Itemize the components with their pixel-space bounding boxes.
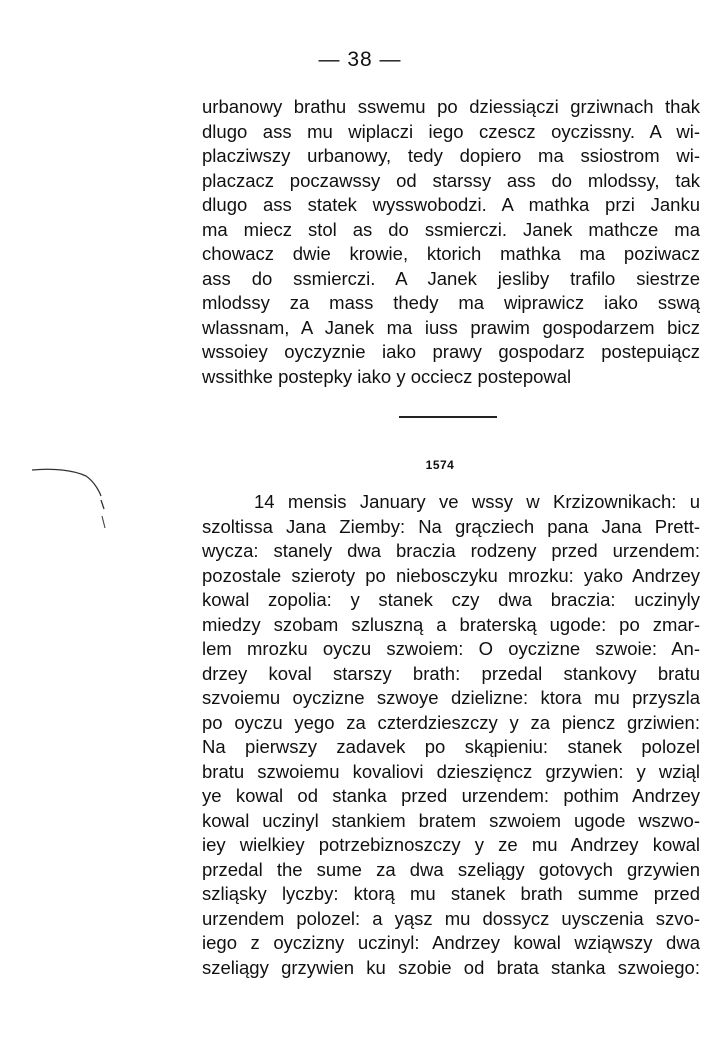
text-line: placziwszy urbanowy, tedy dopiero ma ssiostrom wi-	[202, 145, 700, 166]
text-line: chowacz dwie krowie, ktorich mathka ma poziwacz	[202, 243, 700, 264]
text-line: 14 mensis January ve wssy w Krzizownikach: u	[254, 491, 700, 512]
text-line: pozostale szieroty po niebosczyku mrozku: yako Andrzey	[202, 564, 700, 586]
text-line: ass do ssmierczi. A Janek jesliby trafilo siestrze	[202, 267, 700, 289]
text-block-2	[202, 490, 700, 980]
text-line: wlassnam, A Janek ma iuss prawim gospodarzem bicz	[202, 316, 700, 338]
page-number: — 38 —	[318, 48, 402, 71]
text-line: po oyczu yego za czterdzieszczy y za piencz grziwien:	[202, 711, 700, 733]
text-line: bratu szwoiemu kovaliovi dzieszięncz grzywien: y wziąl	[202, 760, 700, 782]
margin-pencil-mark	[28, 462, 138, 542]
text-line: mlodssy za mass thedy ma wiprawicz iako sswą	[202, 292, 700, 313]
text-line: szvoiemu oyczizne szwoye dzielizne: ktora mu przyszla	[202, 687, 700, 708]
text-line: szeliągy grzywien ku szobie od brata stanka szwoiego:	[202, 956, 700, 978]
text-line: przedal the sume za dwa szeliągy gotovych grzywien	[202, 858, 700, 880]
text-line: kowal uczinyl stankiem bratem szwoiem ugode wszwo-	[202, 809, 700, 831]
text-line: urbanowy brathu sswemu po dziessiączi grziwnach thak	[202, 96, 700, 117]
section-divider	[399, 416, 497, 418]
text-line: kowal zopolia: y stanek czy dwa braczia: uczinyly	[202, 589, 700, 610]
text-line: dlugo ass statek wysswobodzi. A mathka przi Janku	[202, 194, 700, 215]
text-line: placzacz poczawssy od starssy ass do mlodssy, tak	[202, 169, 700, 191]
text-line: urzendem polozel: a yąsz mu dossycz uysczenia szvo-	[202, 907, 700, 929]
entry-year-heading: 1574	[425, 458, 455, 472]
text-line: ye kowal od stanka przed urzendem: pothim Andrzey	[202, 785, 700, 806]
text-line: wycza: stanely dwa braczia rodzeny przed urzendem:	[202, 540, 700, 561]
text-line: szliąsky lyczby: ktorą mu stanek brath summe przed	[202, 883, 700, 904]
text-line: miedzy szobam szluszną a braterską ugode: po zmar-	[202, 613, 700, 635]
text-line: iey wielkiey potrzebiznoszczy y ze mu Andrzey kowal	[202, 834, 700, 855]
text-line: lem mrozku oyczu szwoiem: O oyczizne szwoie: An-	[202, 638, 700, 659]
text-line: wssoiey oyczyznie iako prawy gospodarz postepuiącz	[202, 341, 700, 362]
text-line: wssithke postepky iako y occiecz postepowal	[202, 365, 572, 387]
text-line: szoltissa Jana Ziemby: Na grącziech pana Jana Prett-	[202, 515, 700, 537]
text-line: Na pierwszy zadavek po skąpieniu: stanek polozel	[202, 736, 700, 757]
text-line: iego z oyczizny uczinyl: Andrzey kowal wziąwszy dwa	[202, 932, 700, 953]
text-line: ma miecz stol as do ssmierczi. Janek mathcze ma	[202, 218, 700, 240]
text-line: drzey koval starszy brath: przedal stankovy bratu	[202, 662, 700, 684]
text-line: dlugo ass mu wiplaczi iego czescz oyczissny. A wi-	[202, 120, 700, 142]
text-block-1	[202, 95, 700, 389]
